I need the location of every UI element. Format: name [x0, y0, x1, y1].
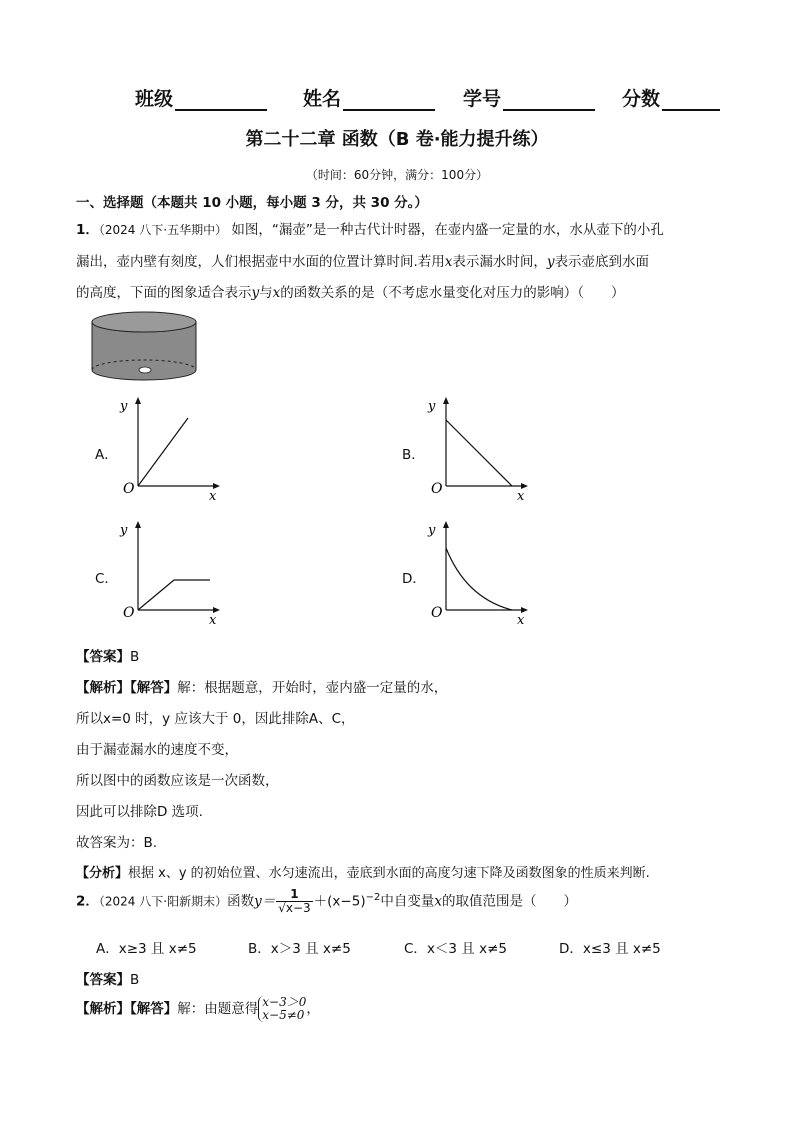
- q2-option-b[interactable]: [248, 937, 351, 957]
- q1-number: 1．: [76, 222, 99, 238]
- q1-option-b-graph[interactable]: [422, 394, 532, 502]
- q1-line-3: [76, 281, 625, 301]
- page-title: 第二十二章 函数（B 卷·能力提升练）: [245, 129, 549, 150]
- q2-analysis: [76, 996, 320, 1022]
- score-blank[interactable]: [662, 89, 720, 111]
- class-blank[interactable]: [175, 89, 267, 111]
- score-field: [622, 84, 720, 111]
- q1-option-a-graph[interactable]: [114, 394, 224, 502]
- q1-analysis-line-4: 所以图中的函数应该是一次函数，: [76, 773, 279, 789]
- origin-label: O: [123, 605, 135, 621]
- id-blank[interactable]: [503, 89, 595, 111]
- id-label: 学号: [463, 88, 502, 110]
- q1-text-3a: 的高度，下面的图象适合表示: [76, 285, 252, 301]
- q1-analysis-line-5: 因此可以排除D 选项.: [76, 804, 203, 820]
- analysis-text: 解：根据题意，开始时，壶内盛一定量的水，: [177, 680, 448, 696]
- q1-answer: [76, 645, 139, 665]
- q1-var-x2: x: [272, 285, 281, 301]
- analysis-tag: 【解析】【解答】: [76, 1001, 178, 1017]
- q1-analysis-line-2: 所以x=0 时，y 应该大于 0，因此排除A、C，: [76, 711, 355, 727]
- q2-answer: [76, 968, 139, 988]
- q1-line-1: [76, 218, 664, 238]
- q2-option-d[interactable]: [559, 937, 661, 957]
- axis-x-label: x: [209, 489, 217, 502]
- option-label: D．: [559, 941, 583, 957]
- q1-text-2c: 表示壶底到水面: [554, 254, 650, 270]
- section-heading: 一、选择题（本题共 10 小题，每小题 3 分，共 30 分。）: [76, 195, 428, 211]
- q1-text-2b: 表示漏水时间，: [452, 254, 547, 270]
- q1-text-3b: 与: [259, 285, 273, 301]
- q2-text-c: 的取值范围是（ ）: [441, 893, 577, 910]
- system-line-1: x−3＞0: [262, 995, 307, 1009]
- class-field: [135, 84, 267, 111]
- answer-tag: 【答案】: [76, 972, 130, 988]
- option-text: x≥3 且 x≠5: [118, 941, 197, 957]
- q2-exponent: −2: [365, 892, 381, 903]
- q1-option-d-label[interactable]: D．: [402, 571, 426, 587]
- class-label: 班级: [135, 88, 174, 110]
- q1-source: （2024 八下·五华期中）: [98, 223, 228, 237]
- q2-source: （2024 八下·阳新期末）: [98, 894, 228, 909]
- q1-fenxi: [76, 862, 650, 881]
- name-label: 姓名: [303, 88, 342, 110]
- answer-tag: 【答案】: [76, 649, 130, 665]
- option-text: x≤3 且 x≠5: [582, 941, 661, 957]
- q1-var-y: y: [546, 254, 555, 270]
- q1-option-d-graph[interactable]: [422, 518, 532, 626]
- q1-analysis-line-6: 故答案为：B.: [76, 835, 158, 851]
- fenxi-tag: 【分析】: [76, 866, 129, 881]
- graph-a-line: [138, 418, 188, 486]
- q1-text-3c: 的函数关系的是（不考虑水量变化对压力的影响）（ ）: [280, 285, 625, 301]
- q1-var-y2: y: [251, 285, 260, 301]
- score-label: 分数: [622, 88, 661, 110]
- axis-x-label: x: [209, 613, 217, 626]
- analysis-end: ，: [306, 1001, 320, 1017]
- q2-y-eq: y＝: [254, 893, 276, 910]
- fenxi-text: 根据 x、y 的初始位置、水匀速流出，壶底到水面的高度匀速下降及函数图象的性质来判断.: [128, 866, 650, 881]
- option-text: x＞3 且 x≠5: [270, 941, 351, 957]
- origin-label: O: [431, 481, 443, 497]
- leak-hole: [139, 367, 151, 373]
- q1-option-c-label[interactable]: C．: [95, 571, 118, 587]
- q1-option-b-label[interactable]: B．: [402, 447, 425, 463]
- option-label: C．: [404, 941, 427, 957]
- name-blank[interactable]: [343, 89, 435, 111]
- q1-analysis-line-3: 由于漏壶漏水的速度不变，: [76, 742, 238, 758]
- axis-y-label: y: [428, 523, 436, 538]
- axis-y-label: y: [120, 399, 128, 414]
- frac-denominator: √x−3: [278, 901, 311, 915]
- origin-label: O: [123, 481, 135, 497]
- water-clock-figure: [88, 308, 200, 384]
- q2-text-a: 函数: [227, 893, 255, 910]
- q1-option-c-graph[interactable]: [114, 518, 224, 626]
- answer-value: B: [130, 649, 140, 665]
- q2-number: 2．: [76, 893, 99, 910]
- option-label: A．: [96, 941, 119, 957]
- q1-text-1: 如图，“漏壶”是一种古代计时器，在壶内盛一定量的水，水从壶下的小孔: [227, 222, 664, 238]
- q1-analysis-line-1: [76, 676, 447, 696]
- id-field: [463, 84, 595, 111]
- q1-option-a-label[interactable]: A．: [95, 447, 118, 463]
- q2-var-x: x: [434, 893, 442, 910]
- axis-y-label: y: [428, 399, 436, 414]
- graph-b-line: [446, 420, 512, 486]
- axis-x-label: x: [517, 613, 525, 626]
- name-field: [303, 84, 435, 111]
- analysis-tag: 【解析】【解答】: [76, 680, 178, 696]
- q2-text-b: 中自变量: [380, 893, 435, 910]
- q2-line-1: [76, 888, 577, 915]
- frac-numerator: 1: [276, 888, 312, 902]
- q2-fraction: [276, 888, 312, 915]
- q2-plus-term: ＋(x−5): [313, 893, 366, 910]
- origin-label: O: [431, 605, 443, 621]
- q1-line-2: [76, 250, 649, 270]
- option-text: x＜3 且 x≠5: [426, 941, 507, 957]
- graph-c-line: [138, 580, 210, 610]
- option-label: B．: [248, 941, 271, 957]
- graph-d-curve: [446, 548, 512, 610]
- analysis-text: 解：由题意得: [177, 1001, 259, 1017]
- q1-text-2a: 漏出，壶内壁有刻度，人们根据壶中水面的位置计算时间.若用: [76, 254, 445, 270]
- q2-option-c[interactable]: [404, 937, 507, 957]
- system-line-2: x−5≠0: [262, 1008, 305, 1022]
- axis-y-label: y: [120, 523, 128, 538]
- q2-option-a[interactable]: [96, 937, 197, 957]
- inequality-system: [258, 996, 306, 1022]
- axis-x-label: x: [517, 489, 525, 502]
- page-subtitle: （时间：60分钟，满分：100分）: [305, 168, 489, 182]
- q1-var-x: x: [444, 254, 453, 270]
- answer-value: B: [130, 972, 140, 988]
